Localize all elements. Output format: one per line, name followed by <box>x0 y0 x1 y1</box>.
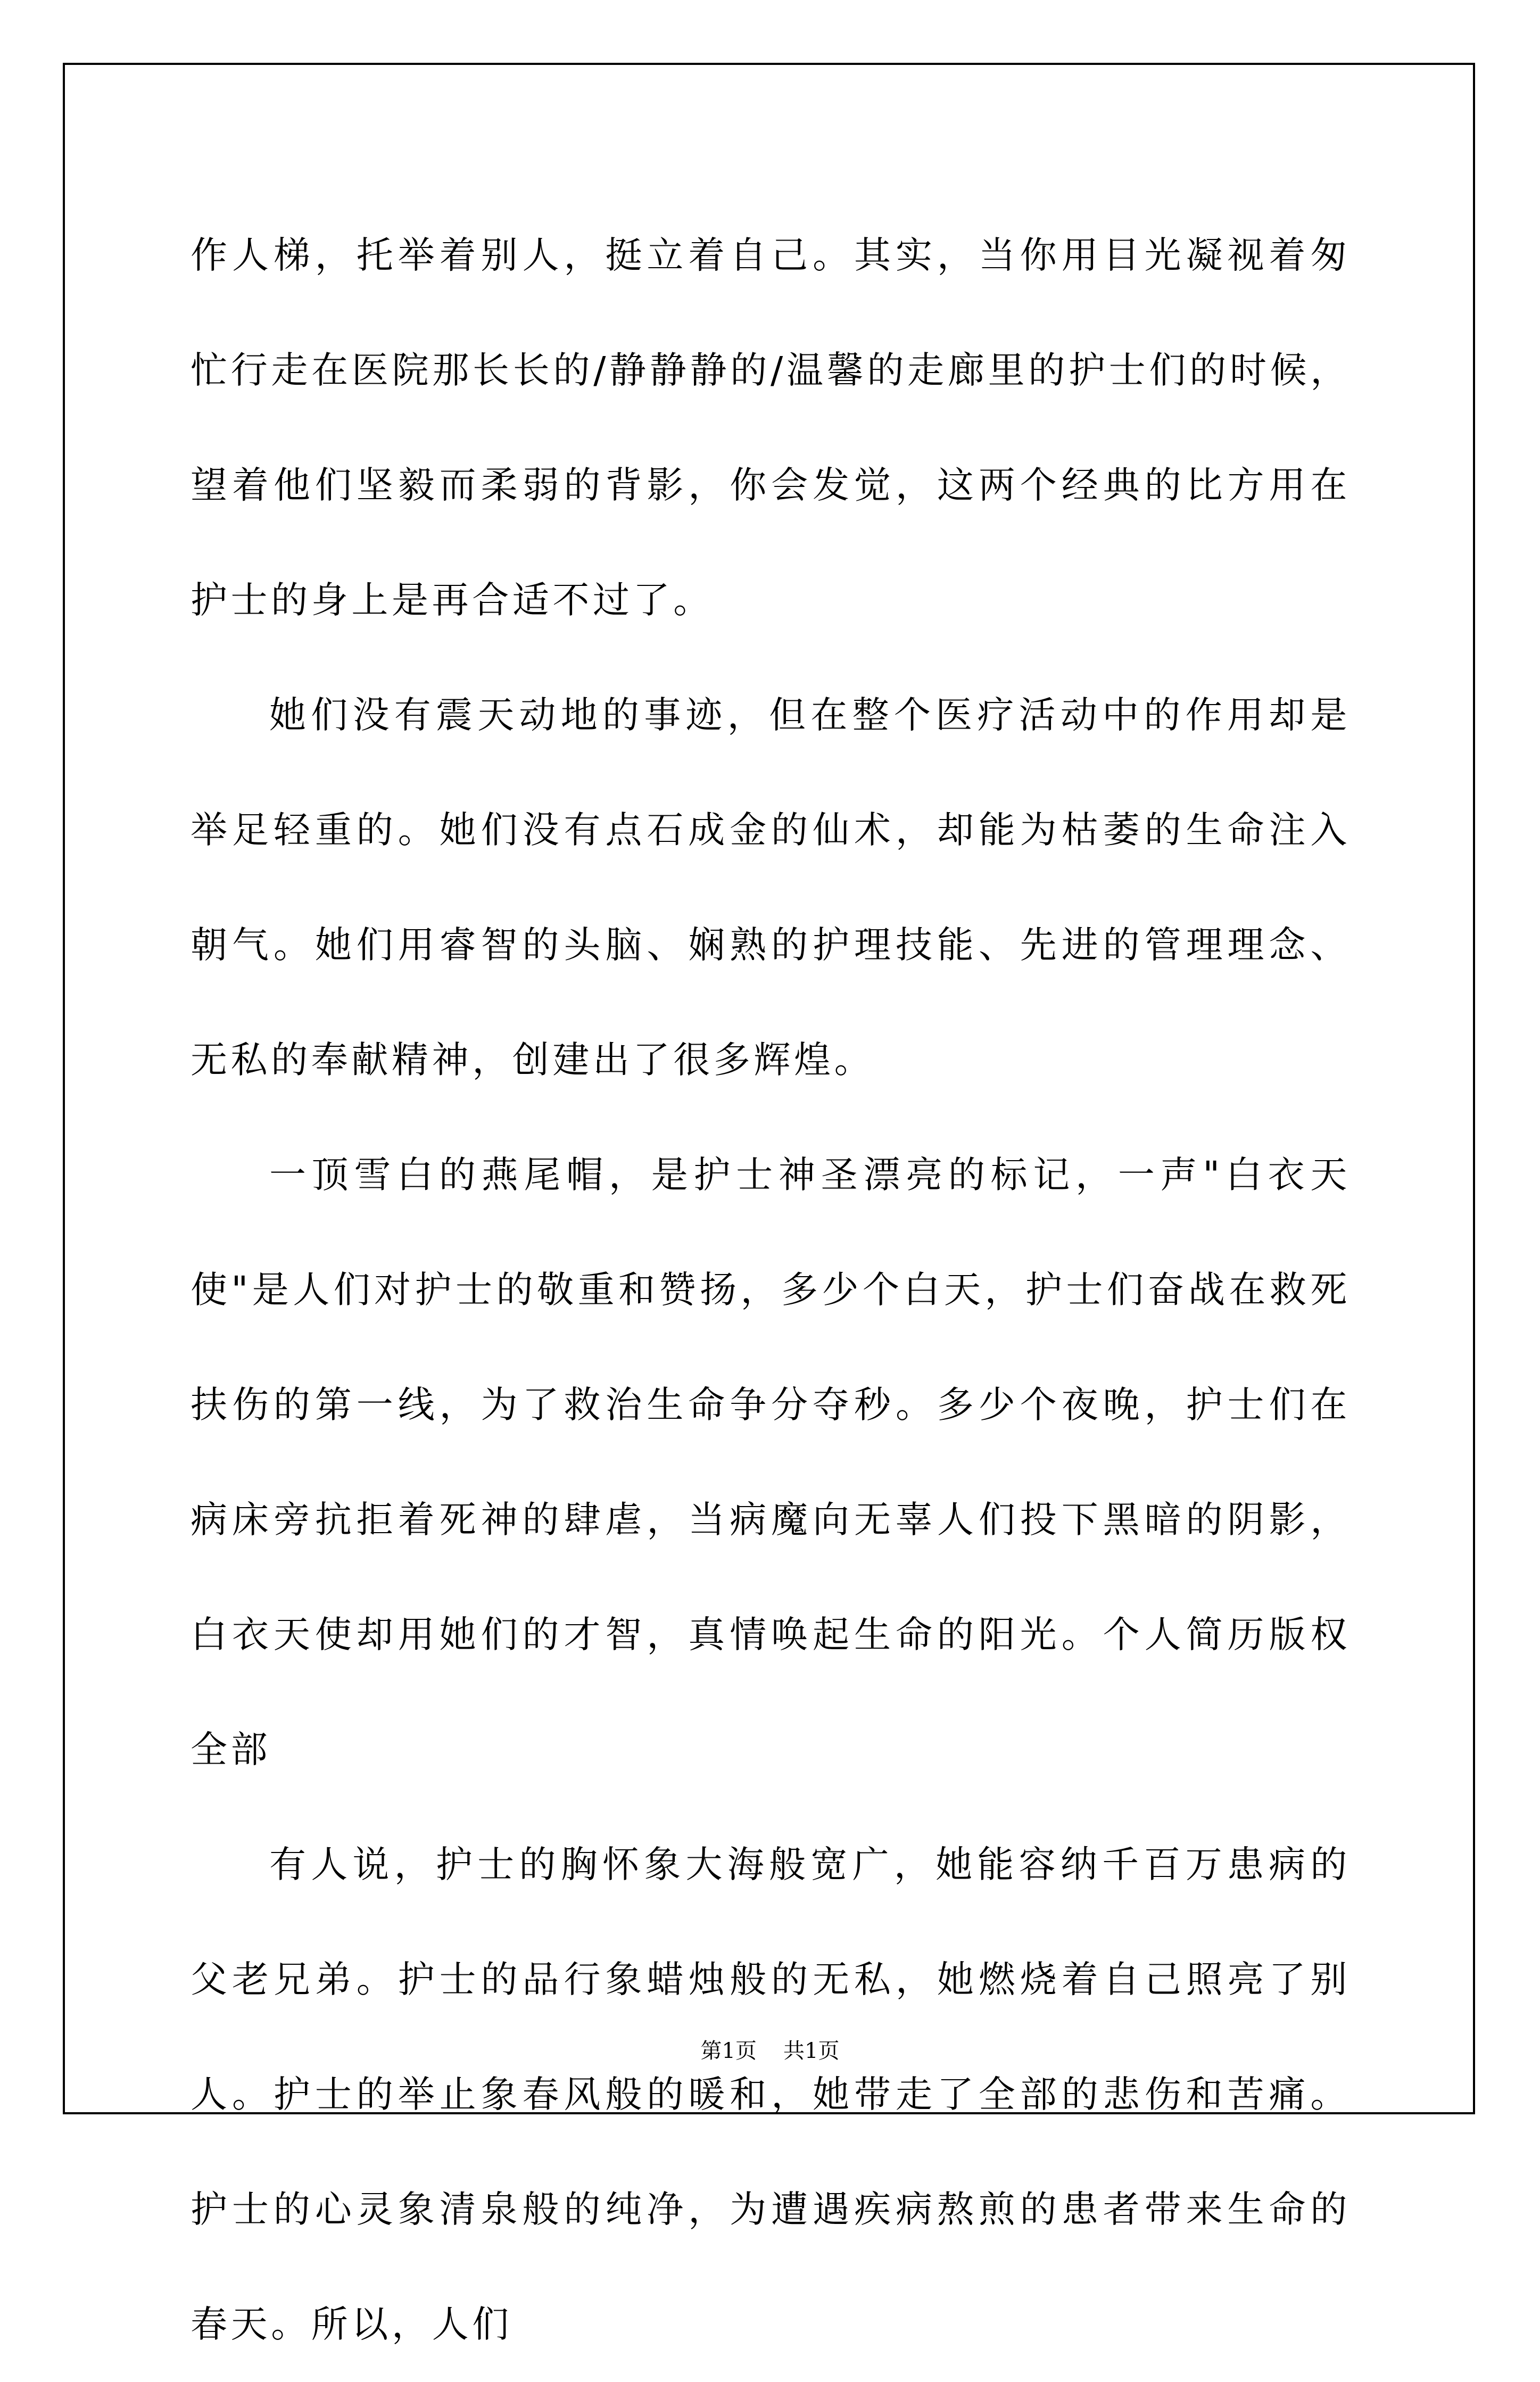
paragraph-2: 她们没有震天动地的事迹，但在整个医疗活动中的作用却是举足轻重的。她们没有点石成金的仙术，却能为枯萎的生命注入朝气。她们用睿智的头脑、娴熟的护理技能、先进的管理理念、无私的奉献精神，创建出了很多辉煌。 <box>191 694 1351 1081</box>
page-footer <box>0 2037 1540 2065</box>
paragraph-4: 有人说，护士的胸怀象大海般宽广，她能容纳千百万患病的父老兄弟。护士的品行象蜡烛般的无私，她燃烧着自己照亮了别人。护士的举止象春风般的暖和，她带走了全部的悲伤和苦痛。护士的心灵象清泉般的纯净，为遭遇疾病熬煎的患者带来生命的春天。所以，人们 <box>191 1843 1351 2346</box>
page-number-current: 第1页 <box>700 2039 757 2063</box>
paragraph-1: 作人梯，托举着别人，挺立着自己。其实，当你用目光凝视着匆忙行走在医院那长长的/静静静的/温馨的走廊里的护士们的时候，望着他们坚毅而柔弱的背影，你会发觉，这两个经典的比方用在护士的身上是再合适不过了。 <box>191 234 1351 622</box>
paragraph-3: 一顶雪白的燕尾帽，是护士神圣漂亮的标记，一声"白衣天使"是人们对护士的敬重和赞扬，多少个白天，护士们奋战在救死扶伤的第一线，为了救治生命争分夺秒。多少个夜晚，护士们在病床旁抗拒着死神的肆虐，当病魔向无辜人们投下黑暗的阴影，白衣天使却用她们的才智，真情唤起生命的阳光。个人简历版权全部 <box>191 1154 1351 1771</box>
page-number-total: 共1页 <box>783 2039 840 2063</box>
